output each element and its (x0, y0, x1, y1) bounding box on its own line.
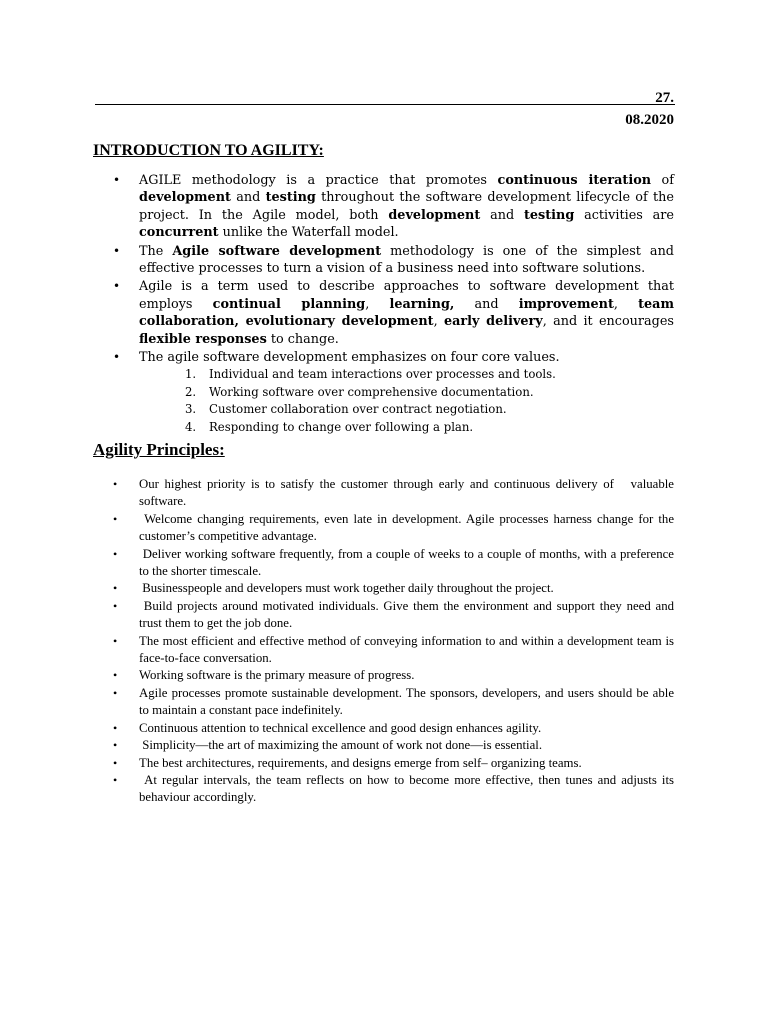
principle-item: • Build projects around motivated individuals. Give them the environment and support they need and trust them to get the job done. (113, 598, 674, 633)
core-value-item (139, 366, 674, 383)
core-value-item (139, 401, 674, 418)
text-span: unlike the Waterfall model. (218, 225, 399, 241)
text-span: The (139, 243, 173, 259)
intro-bullet-list (113, 172, 674, 437)
date-month-year: 08.2020 (625, 112, 674, 128)
intro-bullet-core-values (113, 349, 674, 436)
principles-bullet-list (113, 476, 674, 807)
principle-item: • Working software is the primary measure of progress. (113, 667, 674, 684)
bold-term: testing (265, 190, 316, 206)
intro-bullet-agile-methodology (113, 172, 674, 242)
bold-term: early delivery (443, 314, 543, 330)
list-number: 2. (185, 384, 197, 399)
bold-term: development (388, 207, 481, 223)
bold-term: continual planning (212, 296, 366, 312)
principle-item: • Agile processes promote sustainable development. The sponsors, developers, and users should be able to maintain a constant pace indefinitely. (113, 685, 674, 720)
core-value-text: Responding to change over following a plan. (209, 419, 474, 434)
core-value-text: Individual and team interactions over processes and tools. (209, 367, 556, 382)
list-number: 4. (185, 419, 197, 434)
text-span: methodology is one of the simplest and effective processes to turn a vision of a business need into software solutions. (139, 243, 674, 277)
principle-item: • Deliver working software frequently, from a couple of weeks to a couple of months, with a preference to the shorter timescale. (113, 546, 674, 581)
text-span: The agile software development emphasizes on four core values. (139, 350, 560, 366)
principle-item: • Simplicity—the art of maximizing the amount of work not done—is essential. (113, 737, 674, 754)
bold-term: improvement (518, 296, 614, 312)
text-span: , and it encourages (542, 314, 674, 330)
text-span: Agile is a term used to describe approaches to software development that employs (139, 279, 674, 312)
core-value-text: Customer collaboration over contract negotiation. (209, 402, 507, 417)
text-span: activities are (574, 207, 674, 223)
text-span: and (454, 296, 519, 312)
principle-item: • Our highest priority is to satisfy the customer through early and continuous delivery of valuable software. (113, 476, 674, 511)
bold-term: team collaboration, evolutionary development (139, 296, 675, 330)
bold-term: continuous iteration (497, 173, 652, 188)
text-span: of (651, 173, 674, 188)
principle-item: • Businesspeople and developers must work together daily throughout the project. (113, 580, 674, 597)
list-number: 1. (185, 367, 197, 382)
principle-item: • Continuous attention to technical excellence and good design enhances agility. (113, 720, 674, 737)
bold-term: Agile software development (172, 243, 382, 259)
bold-term: flexible responses (139, 331, 267, 347)
text-span: to change. (266, 331, 339, 347)
bold-term: concurrent (139, 225, 219, 241)
principle-item: • At regular intervals, the team reflects on how to become more effective, then tunes and adjusts its behaviour accordingly. (113, 772, 674, 807)
intro-bullet-agile-term (113, 278, 674, 348)
core-value-text: Working software over comprehensive documentation. (209, 384, 534, 399)
text-span: AGILE methodology is a practice that promotes (139, 173, 498, 188)
text-span: and (230, 190, 266, 206)
text-span: , (613, 296, 639, 312)
intro-heading: INTRODUCTION TO AGILITY: (93, 142, 324, 159)
principle-item: • The most efficient and effective method of conveying information to and within a development team is face-to-face conversation. (113, 633, 674, 668)
text-span: , (365, 296, 390, 312)
bold-term: learning, (389, 296, 455, 312)
core-value-item (139, 384, 674, 401)
list-number: 3. (185, 402, 197, 417)
date-day: 27. (655, 90, 674, 106)
text-span: throughout the software development lifecycle of the project. In the Agile model, both (139, 190, 674, 223)
core-value-item (139, 419, 674, 436)
text-span: and (480, 207, 524, 223)
principle-item: • The best architectures, requirements, and designs emerge from self– organizing teams. (113, 755, 674, 772)
text-span: , (433, 314, 444, 330)
principle-item: • Welcome changing requirements, even late in development. Agile processes harness change for the customer’s competitive advantage. (113, 511, 674, 546)
bold-term: development (139, 190, 231, 206)
header-rule (95, 104, 675, 105)
core-values-list (139, 366, 674, 436)
intro-bullet-agile-software-development (113, 243, 674, 278)
bold-term: testing (524, 207, 575, 223)
principles-heading: Agility Principles: (93, 440, 225, 459)
